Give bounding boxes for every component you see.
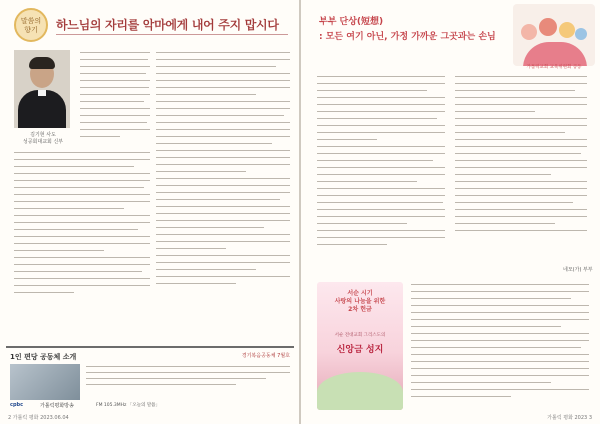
illustration-caption: 가톨릭교회 교육위원회 공동 <box>526 65 582 70</box>
article-title: 부부 단상(短想) <box>319 17 384 27</box>
community-subtitle: 경기복음공동체 7월호 <box>241 353 290 359</box>
article-title: 하느님의 자리를 악마에게 내어 주지 맙시다 <box>56 18 279 32</box>
family-illustration <box>513 4 595 66</box>
section-badge <box>14 8 48 42</box>
badge-line2: 향기 <box>24 26 38 34</box>
donation-poster <box>317 282 403 410</box>
body-text-col2 <box>455 76 587 237</box>
community-title: 1인 편당 공동체 소개 <box>10 353 77 361</box>
poster-hills <box>317 372 403 410</box>
body-text-col1-lower <box>14 152 150 299</box>
poster-line1: 서순 시기 <box>347 290 373 297</box>
author-name: 김기현 사도 <box>30 132 56 138</box>
poster-line2: 사랑의 나눔을 위한 <box>334 298 386 305</box>
cpbc-name: 가톨릭평화방송 <box>40 403 74 409</box>
community-photo <box>10 364 80 400</box>
article-header <box>319 14 519 42</box>
article-subtitle: : 모든 여기 아닌, 가정 가까운 그곳과는 손님 <box>319 32 496 42</box>
poster-subtitle: 서순 전대교회 그리스도의 <box>334 333 386 338</box>
cpbc-logo: cpbc <box>10 402 24 408</box>
left-page <box>0 0 299 424</box>
author-role: 성공회대교회 신부 <box>22 139 64 145</box>
author-photo <box>14 50 70 128</box>
poster-line3: 2차 헌금 <box>348 306 372 313</box>
body-text-col1 <box>80 52 150 143</box>
page-number-right: 가톨릭 평화 2023 3 <box>547 415 592 421</box>
community-box <box>6 346 294 410</box>
author-caption <box>12 132 74 146</box>
author-signature: 네모(가) 부부 <box>563 267 593 273</box>
poster-heading <box>323 290 397 314</box>
poster-text <box>411 284 589 403</box>
community-text <box>86 366 290 390</box>
body-text-col1 <box>317 76 445 251</box>
page-number-left: 2 가톨릭 평화 2023.06.04 <box>8 415 69 421</box>
body-text-col2 <box>156 52 290 290</box>
title-rule <box>56 34 288 35</box>
poster-big-title: 신앙금 성지 <box>336 345 384 355</box>
right-page <box>301 0 600 424</box>
broadcast-info: FM 105.3MHz 「오늘의 말씀」 <box>96 403 161 408</box>
badge-line1: 말씀의 <box>20 17 42 25</box>
